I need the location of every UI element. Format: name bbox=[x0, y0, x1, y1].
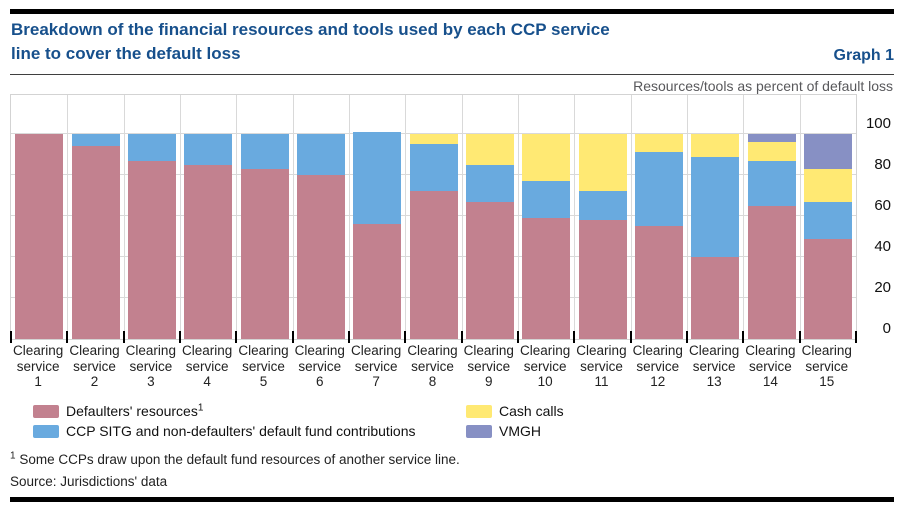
gridline-vertical bbox=[743, 95, 744, 339]
x-axis-tick bbox=[742, 331, 744, 343]
bar-segment-cash bbox=[579, 134, 627, 191]
y-tick-label: 100 bbox=[865, 115, 891, 132]
x-category-label: Clearing service 6 bbox=[294, 343, 345, 389]
bar-segment-vmgh bbox=[804, 134, 852, 169]
gridline-vertical bbox=[405, 95, 406, 339]
bar-segment-defaulters bbox=[297, 175, 345, 339]
y-tick-label: 40 bbox=[874, 238, 891, 255]
x-axis-tick bbox=[404, 331, 406, 343]
legend-swatch-cash-calls bbox=[466, 405, 492, 418]
x-axis-tick bbox=[179, 331, 181, 343]
x-category-label: Clearing service 5 bbox=[238, 343, 289, 389]
gridline-vertical bbox=[800, 95, 801, 339]
legend-label-defaulters-resources: Defaulters' resources$^1$ bbox=[66, 402, 204, 419]
x-category-label: Clearing service 3 bbox=[125, 343, 176, 389]
x-category-label: Clearing service 9 bbox=[463, 343, 514, 389]
legend bbox=[33, 403, 893, 443]
x-axis-tick bbox=[517, 331, 519, 343]
bar-segment-defaulters bbox=[466, 202, 514, 339]
x-axis-category-labels bbox=[10, 343, 855, 390]
bar-segment-cash bbox=[804, 169, 852, 202]
bar-segment-ccp bbox=[297, 134, 345, 175]
bar-segment-defaulters bbox=[691, 257, 739, 339]
graph-number-label: Graph 1 bbox=[833, 47, 894, 64]
gridline-vertical bbox=[67, 95, 68, 339]
y-tick-label: 80 bbox=[874, 156, 891, 173]
bar-segment-ccp bbox=[128, 134, 176, 161]
x-category-label: Clearing service 13 bbox=[688, 343, 740, 389]
bar-segment-defaulters bbox=[635, 226, 683, 339]
x-category-label: Clearing service 4 bbox=[182, 343, 233, 389]
bar-segment-ccp bbox=[748, 161, 796, 206]
bar-segment-defaulters bbox=[748, 206, 796, 339]
y-axis-tick-labels bbox=[857, 94, 891, 338]
x-axis-tick bbox=[235, 331, 237, 343]
legend-swatch-ccp-sitg bbox=[33, 425, 59, 438]
gridline-vertical bbox=[124, 95, 125, 339]
gridline-vertical bbox=[631, 95, 632, 339]
y-tick-label: 20 bbox=[874, 279, 891, 296]
x-category-label: Clearing service 11 bbox=[576, 343, 627, 389]
bar-segment-defaulters bbox=[184, 165, 232, 339]
bar-segment-defaulters bbox=[72, 146, 120, 339]
gridline-vertical bbox=[462, 95, 463, 339]
bar-segment-cash bbox=[748, 142, 796, 160]
bottom-rule bbox=[10, 497, 894, 502]
x-axis-tick bbox=[66, 331, 68, 343]
x-axis-tick bbox=[799, 331, 801, 343]
legend-footnote-marker: 1 bbox=[197, 402, 204, 414]
bar-segment-ccp bbox=[72, 134, 120, 146]
bar-segment-ccp bbox=[635, 152, 683, 226]
legend-swatch-defaulters-resources bbox=[33, 405, 59, 418]
y-tick-label: 60 bbox=[874, 197, 891, 214]
bar-segment-defaulters bbox=[128, 161, 176, 339]
legend-label-cash-calls: Cash calls bbox=[499, 403, 564, 419]
plot-area bbox=[10, 94, 857, 340]
gridline-vertical bbox=[574, 95, 575, 339]
bar-segment-defaulters bbox=[522, 218, 570, 339]
chart-title-line2: line to cover the default loss bbox=[11, 44, 241, 63]
footnote-marker: 1 bbox=[10, 450, 16, 462]
legend-row-1 bbox=[33, 403, 893, 423]
gridline-vertical bbox=[518, 95, 519, 339]
bar-segment-cash bbox=[522, 134, 570, 181]
bar-segment-defaulters bbox=[804, 239, 852, 339]
bar-segment-ccp bbox=[241, 134, 289, 169]
bar-segment-ccp bbox=[579, 191, 627, 220]
bar-segment-defaulters bbox=[241, 169, 289, 339]
x-category-label: Clearing service 15 bbox=[801, 343, 852, 389]
x-category-label: Clearing service 7 bbox=[350, 343, 402, 389]
bar-segment-ccp bbox=[184, 134, 232, 165]
bar-segment-ccp bbox=[466, 165, 514, 202]
bar-segment-cash bbox=[635, 134, 683, 152]
chart-title bbox=[11, 18, 731, 66]
legend-label-vmgh: VMGH bbox=[499, 423, 541, 439]
bar-segment-cash bbox=[410, 134, 458, 144]
legend-row-2 bbox=[33, 423, 893, 443]
bar-segment-cash bbox=[466, 134, 514, 165]
bar-segment-ccp bbox=[804, 202, 852, 239]
x-axis-tick bbox=[348, 331, 350, 343]
bar-segment-cash bbox=[691, 134, 739, 157]
x-axis-tick bbox=[573, 331, 575, 343]
bar-segment-ccp bbox=[410, 144, 458, 191]
bar-segment-defaulters bbox=[353, 224, 401, 339]
y-tick-label: 0 bbox=[882, 320, 891, 337]
x-category-label: Clearing service 12 bbox=[632, 343, 683, 389]
x-category-label: Clearing service 8 bbox=[407, 343, 458, 389]
bar-segment-ccp bbox=[522, 181, 570, 218]
gridline-vertical bbox=[293, 95, 294, 339]
footnote-1: $^1$ Some CCPs draw upon the default fund resources of another service line. bbox=[10, 450, 460, 467]
bar-segment-defaulters bbox=[410, 191, 458, 339]
x-axis-tick bbox=[10, 331, 12, 343]
x-category-label: Clearing service 10 bbox=[519, 343, 571, 389]
x-category-label: Clearing service 1 bbox=[13, 343, 64, 389]
legend-swatch-vmgh bbox=[466, 425, 492, 438]
gridline-vertical bbox=[180, 95, 181, 339]
gridline-vertical bbox=[349, 95, 350, 339]
chart-title-line1: Breakdown of the financial resources and tools used by each CCP service bbox=[11, 20, 610, 39]
title-divider bbox=[10, 74, 894, 75]
x-axis-tick bbox=[123, 331, 125, 343]
x-axis-tick bbox=[630, 331, 632, 343]
x-axis-tick bbox=[461, 331, 463, 343]
bar-segment-defaulters bbox=[579, 220, 627, 339]
top-rule bbox=[10, 9, 894, 14]
x-axis-tick bbox=[686, 331, 688, 343]
source-line: Source: Jurisdictions' data bbox=[10, 474, 168, 489]
bar-segment-ccp bbox=[353, 132, 401, 224]
x-axis-tick bbox=[292, 331, 294, 343]
x-category-label: Clearing service 2 bbox=[69, 343, 120, 389]
gridline-vertical bbox=[236, 95, 237, 339]
bar-segment-defaulters bbox=[15, 134, 63, 339]
legend-label-ccp-sitg: CCP SITG and non-defaulters' default fund contributions bbox=[66, 423, 416, 439]
x-category-label: Clearing service 14 bbox=[745, 343, 796, 389]
bar-segment-vmgh bbox=[748, 134, 796, 142]
gridline-vertical bbox=[687, 95, 688, 339]
y-axis-unit-label: Resources/tools as percent of default loss bbox=[633, 78, 893, 94]
bar-segment-ccp bbox=[691, 157, 739, 257]
